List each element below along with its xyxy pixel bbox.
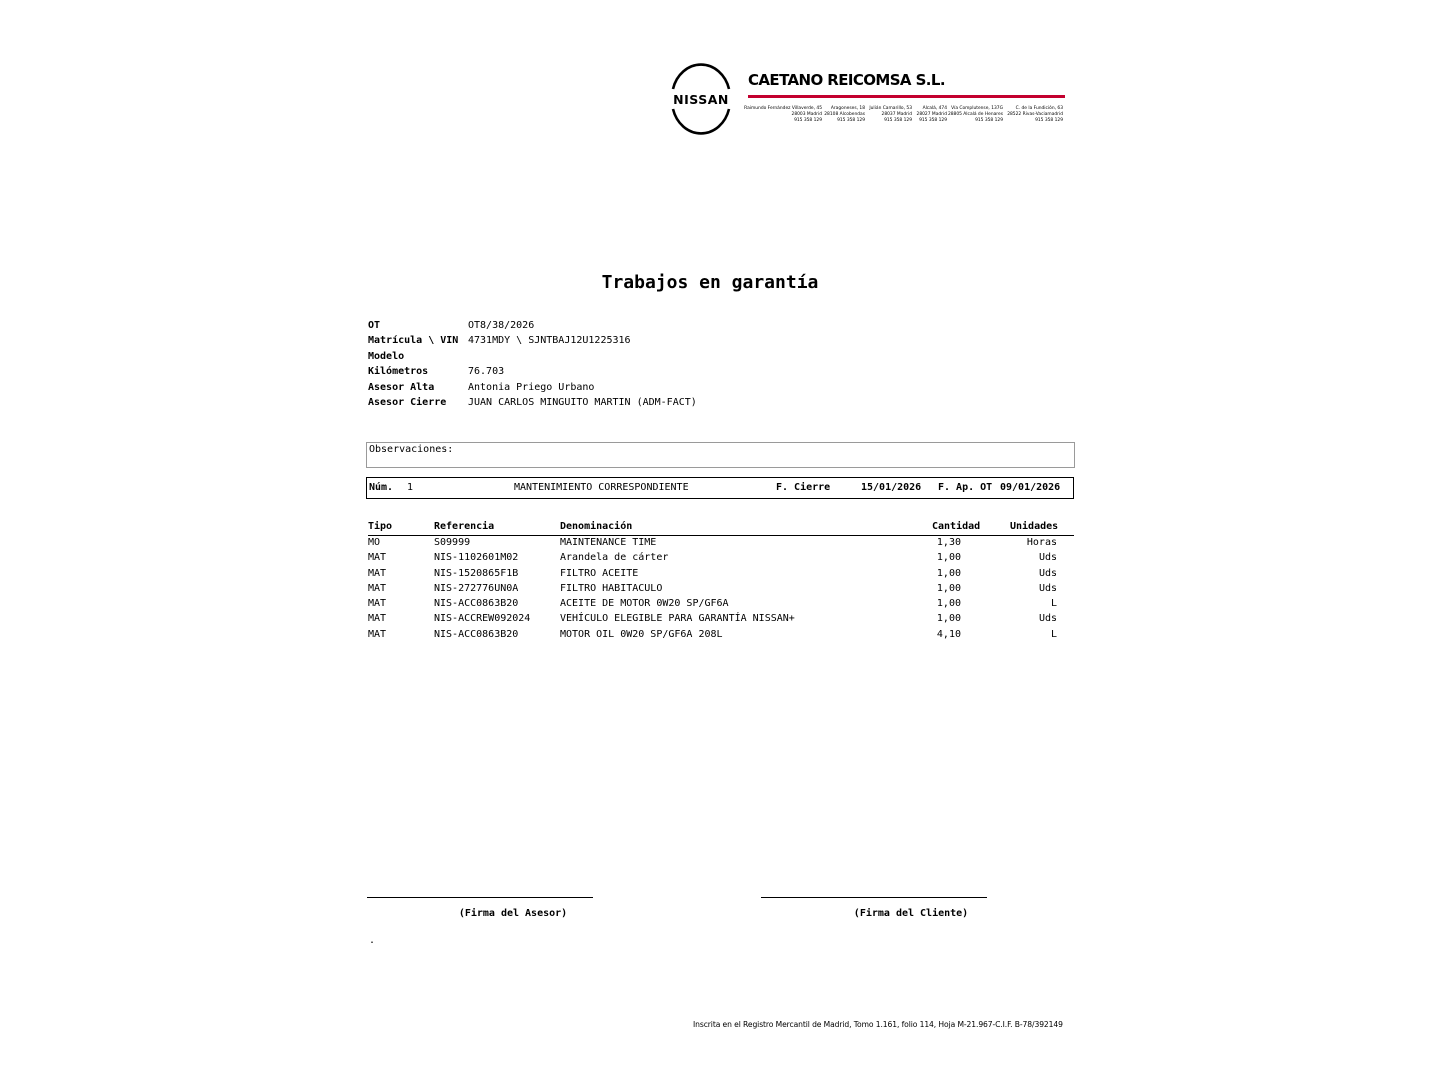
job-header-box [366,477,1074,499]
cell-unidades: L [1050,598,1057,609]
info-label: Asesor Cierre [368,397,447,408]
table-row [368,598,1074,613]
close-date: 15/01/2026 [861,482,922,493]
nissan-logo [665,56,737,142]
cell-denominacion: ACEITE DE MOTOR 0W20 SP/GF6A [560,598,729,609]
info-label: Asesor Alta [368,382,435,393]
branch-address: Julián Camarillo, 53 28037 Madrid 915 358 129 [869,106,912,124]
cell-unidades: L [1050,629,1057,640]
cell-cantidad: 1,00 [936,552,961,563]
cell-unidades: Horas [1026,537,1057,548]
branch-address: C. de la Fundición, 63 28522 Rivas-Vaciamadrid 915 358 129 [1007,106,1063,124]
table-row [368,552,1074,567]
document-title: Trabajos en garantía [601,272,819,293]
cell-tipo: MAT [368,583,387,594]
cell-tipo: MO [368,537,381,548]
info-value: 4731MDY \ SJNTBAJ12U1225316 [468,335,631,346]
cell-referencia: NIS-272776UN0A [434,583,519,594]
open-date: 09/01/2026 [1000,482,1061,493]
advisor-signature-line [367,897,593,898]
cell-tipo: MAT [368,598,387,609]
cell-unidades: Uds [1038,552,1057,563]
job-description: MANTENIMIENTO CORRESPONDIENTE [514,482,689,493]
client-signature-label: (Firma del Cliente) [853,908,969,919]
table-header-rule [368,535,1074,536]
cell-cantidad: 1,30 [936,537,961,548]
table-row [368,537,1074,552]
col-header-referencia: Referencia [434,521,495,532]
branch-address: Raimundo Fernández Villaverde, 45 28003 Madrid 915 358 129 [744,106,822,124]
info-value: Antonia Priego Urbano [468,382,595,393]
col-header-denominacion: Denominación [560,521,633,532]
cell-denominacion: FILTRO HABITACULO [560,583,663,594]
cell-denominacion: VEHÍCULO ELEGIBLE PARA GARANTÍA NISSAN+ [560,613,795,624]
table-row [368,583,1074,598]
info-label: Matrícula \ VIN [368,335,459,346]
table-row [368,568,1074,583]
cell-denominacion: MOTOR OIL 0W20 SP/GF6A 208L [560,629,723,640]
open-date-label: F. Ap. OT [938,482,993,493]
table-row [368,613,1074,628]
cell-tipo: MAT [368,629,387,640]
close-date-label: F. Cierre [776,482,831,493]
branch-address: Alcalá, 474 28027 Madrid 915 358 129 [916,106,947,124]
cell-unidades: Uds [1038,568,1057,579]
observations-label: Observaciones: [369,444,454,455]
cell-referencia: NIS-ACC0863B20 [434,629,519,640]
cell-referencia: NIS-1102601M02 [434,552,519,563]
cell-referencia: NIS-ACCREW092024 [434,613,531,624]
client-signature-line [761,897,987,898]
cell-tipo: MAT [368,568,387,579]
cell-tipo: MAT [368,552,387,563]
trailing-dot: . [369,935,376,946]
col-header-cantidad: Cantidad [932,521,981,532]
cell-referencia: NIS-ACC0863B20 [434,598,519,609]
job-num-label: Núm. [369,482,394,493]
cell-unidades: Uds [1038,583,1057,594]
cell-unidades: Uds [1038,613,1057,624]
info-value: OT8/38/2026 [468,320,535,331]
cell-cantidad: 1,00 [936,568,961,579]
table-row [368,629,1074,644]
cell-tipo: MAT [368,613,387,624]
registry-footer: Inscrita en el Registro Mercantil de Madrid, Tomo 1.161, folio 114, Hoja M-21.967-C.I.F. B-78/392149 [693,1020,1063,1029]
info-label: Kilómetros [368,366,429,377]
col-header-tipo: Tipo [368,521,393,532]
info-value: 76.703 [468,366,505,377]
branch-address: Vía Complutense, 137G 28805 Alcalá de Henares 915 358 129 [947,106,1003,124]
header-rule [748,95,1065,98]
info-label: Modelo [368,351,405,362]
cell-referencia: S09999 [434,537,471,548]
cell-referencia: NIS-1520865F1B [434,568,519,579]
observations-box [366,442,1075,468]
cell-cantidad: 1,00 [936,598,961,609]
cell-cantidad: 1,00 [936,583,961,594]
cell-cantidad: 4,10 [936,629,961,640]
advisor-signature-label: (Firma del Asesor) [458,908,568,919]
branch-address: Aragoneses, 18 28108 Alcobendas 915 358 129 [824,106,865,124]
col-header-unidades: Unidades [1010,521,1059,532]
cell-cantidad: 1,00 [936,613,961,624]
info-value: JUAN CARLOS MINGUITO MARTIN (ADM-FACT) [468,397,697,408]
company-name: CAETANO REICOMSA S.L. [748,71,945,89]
info-label: OT [368,320,381,331]
branch-addresses [744,106,1065,130]
cell-denominacion: Arandela de cárter [560,552,669,563]
job-num: 1 [407,482,414,493]
cell-denominacion: FILTRO ACEITE [560,568,639,579]
cell-denominacion: MAINTENANCE TIME [560,537,657,548]
logo-text: NISSAN [673,92,729,107]
